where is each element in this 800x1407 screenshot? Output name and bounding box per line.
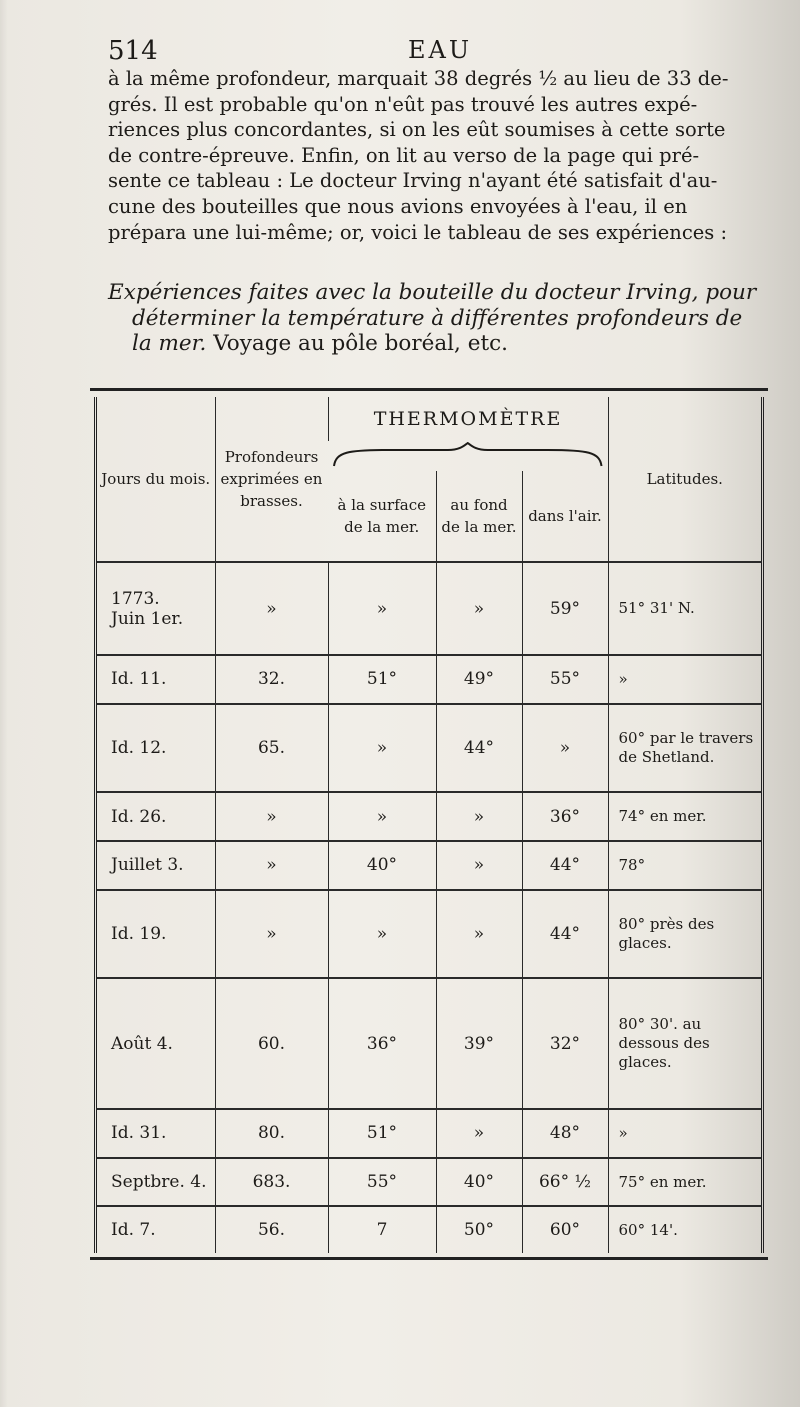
cell-bottom: » (436, 562, 522, 655)
cell-depth: » (215, 890, 328, 979)
cell-air: 60° (522, 1206, 608, 1253)
body-line: de contre-épreuve. Enfin, on lit au verso de la page qui pré- (108, 143, 700, 167)
caption-roman: Voyage au pôle boréal, etc. (213, 331, 508, 356)
cell-surface: » (328, 890, 436, 979)
cell-latitude: » (608, 1109, 761, 1158)
cell-day: Juillet 3. (97, 841, 215, 890)
cell-bottom: » (436, 841, 522, 890)
cell-day: Août 4. (97, 978, 215, 1109)
cell-bottom: 39° (436, 978, 522, 1109)
caption-italic: Expériences faites avec la bouteille du docteur Irving, pour déterminer la température à différentes profondeurs de la mer. (108, 280, 757, 356)
cell-day: Id. 11. (97, 655, 215, 704)
cell-day: Id. 26. (97, 792, 215, 841)
cell-depth: » (215, 562, 328, 655)
cell-surface: » (328, 792, 436, 841)
table-row (97, 562, 761, 655)
cell-depth: 56. (215, 1206, 328, 1253)
header-bottom: au fond de la mer. (436, 471, 522, 562)
cell-air: 48° (522, 1109, 608, 1158)
cell-surface: 51° (328, 1109, 436, 1158)
body-line: cune des bouteilles que nous avions envoyées à l'eau, il en (108, 194, 688, 218)
table-frame (94, 397, 764, 1253)
cell-depth: » (215, 792, 328, 841)
cell-bottom: 50° (436, 1206, 522, 1253)
cell-latitude: 80° près des glaces. (608, 890, 761, 979)
table-row (97, 655, 761, 704)
body-line: prépara une lui-même; or, voici le tableau de ses expériences : (108, 220, 728, 244)
cell-surface: 40° (328, 841, 436, 890)
table-row (97, 1206, 761, 1253)
cell-bottom: 49° (436, 655, 522, 704)
cell-day: 1773. Juin 1er. (97, 562, 215, 655)
cell-day: Id. 7. (97, 1206, 215, 1253)
header-latitude: Latitudes. (608, 397, 761, 562)
cell-air: 59° (522, 562, 608, 655)
cell-surface: 7 (328, 1206, 436, 1253)
cell-air: » (522, 704, 608, 793)
thermometer-brace (328, 441, 608, 471)
cell-bottom: 40° (436, 1158, 522, 1207)
cell-air: 44° (522, 841, 608, 890)
year-label: 1773. (111, 588, 160, 609)
table-row (97, 978, 761, 1109)
table-row (97, 890, 761, 979)
header-day: Jours du mois. (101, 470, 211, 488)
body-paragraph (108, 66, 763, 245)
cell-air: 66° ½ (522, 1158, 608, 1207)
table-row (97, 1109, 761, 1158)
cell-surface: » (328, 704, 436, 793)
cell-day: Septbre. 4. (97, 1158, 215, 1207)
cell-air: 32° (522, 978, 608, 1109)
page-gutter-shadow (0, 0, 8, 1407)
temperature-table-wrapper (90, 388, 768, 1260)
cell-surface: 36° (328, 978, 436, 1109)
table-caption (108, 280, 763, 357)
cell-air: 55° (522, 655, 608, 704)
body-line: grés. Il est probable qu'on n'eût pas trouvé les autres expé- (108, 92, 698, 116)
cell-day: Id. 31. (97, 1109, 215, 1158)
cell-depth: 683. (215, 1158, 328, 1207)
brace-icon (328, 442, 608, 470)
header-thermometer: THERMOMÈTRE (328, 397, 608, 441)
cell-latitude: 78° (608, 841, 761, 890)
page-number: 514 (108, 36, 158, 66)
cell-day: Id. 19. (97, 890, 215, 979)
header-depth: Profondeurs exprimées en brasses. (215, 397, 328, 562)
header-surface: à la surface de la mer. (337, 496, 427, 536)
table-row (97, 1158, 761, 1207)
cell-depth: 80. (215, 1109, 328, 1158)
body-line: sente ce tableau : Le docteur Irving n'ayant été satisfait d'au- (108, 169, 718, 193)
cell-latitude: 80° 30'. au dessous des glaces. (608, 978, 761, 1109)
cell-air: 44° (522, 890, 608, 979)
cell-surface: 55° (328, 1158, 436, 1207)
cell-air: 36° (522, 792, 608, 841)
cell-depth: 65. (215, 704, 328, 793)
cell-latitude: 51° 31' N. (608, 562, 761, 655)
cell-day: Id. 12. (97, 704, 215, 793)
cell-latitude: 74° en mer. (608, 792, 761, 841)
cell-bottom: » (436, 1109, 522, 1158)
cell-surface: » (328, 562, 436, 655)
cell-depth: » (215, 841, 328, 890)
running-title: EAU (408, 36, 473, 64)
cell-latitude: » (608, 655, 761, 704)
cell-bottom: » (436, 890, 522, 979)
body-line: à la même profondeur, marquait 38 degrés ½ au lieu de 33 de- (108, 67, 729, 90)
cell-latitude: 60° 14'. (608, 1206, 761, 1253)
cell-latitude: 75° en mer. (608, 1158, 761, 1207)
table-row (97, 841, 761, 890)
header-air: dans l'air. (522, 471, 608, 562)
cell-surface: 51° (328, 655, 436, 704)
cell-bottom: 44° (436, 704, 522, 793)
cell-depth: 32. (215, 655, 328, 704)
cell-bottom: » (436, 792, 522, 841)
cell-depth: 60. (215, 978, 328, 1109)
cell-latitude: 60° par le travers de Shetland. (608, 704, 761, 793)
temperature-table (97, 397, 761, 1253)
running-head (108, 36, 760, 68)
table-row (97, 704, 761, 793)
body-line: riences plus concordantes, si on les eût soumises à cette sorte (108, 118, 726, 142)
table-row (97, 792, 761, 841)
